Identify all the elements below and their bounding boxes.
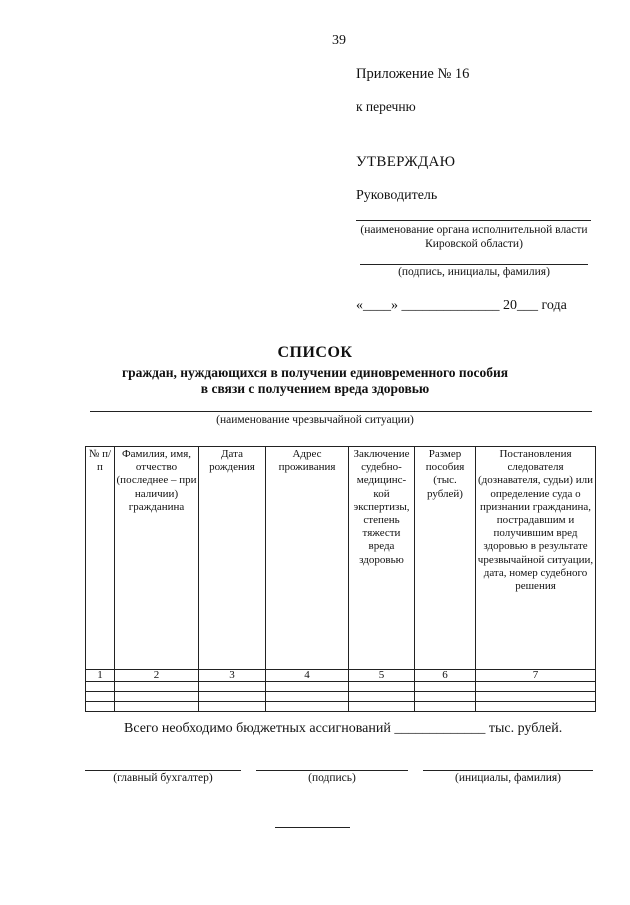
- signature-line: [360, 264, 588, 265]
- header-cell: Заключение судебно-медицинс-кой экспертизы, степень тяжести вреда здоровью: [349, 447, 415, 670]
- table-cell: [199, 682, 266, 692]
- footer-separator: [275, 827, 350, 828]
- appendix-title: Приложение № 16: [356, 66, 470, 82]
- initials-surname-caption: (инициалы, фамилия): [454, 772, 562, 784]
- document-title: СПИСОК: [277, 344, 353, 361]
- table-row: [86, 682, 596, 692]
- total-label: Всего необходимо бюджетных ассигнований: [124, 721, 391, 736]
- page-number: 39: [332, 33, 346, 48]
- approval-date-line: «____» ______________ 20___ года: [356, 298, 567, 313]
- table-cell: [86, 682, 115, 692]
- column-number: 5: [349, 670, 415, 682]
- column-number-row: [86, 670, 596, 682]
- column-number: 4: [266, 670, 349, 682]
- table-row: [86, 702, 596, 712]
- column-number: 3: [199, 670, 266, 682]
- approval-head-label: Руководитель: [356, 188, 438, 203]
- citizens-table: [85, 446, 596, 712]
- table-cell: [199, 692, 266, 702]
- header-cell: Размер пособия (тыс. рублей): [415, 447, 476, 670]
- document-subtitle-line-2: в связи с получением вреда здоровью: [200, 381, 430, 396]
- signature-caption: (подпись, инициалы, фамилия): [398, 266, 550, 278]
- table-cell: [266, 692, 349, 702]
- signature-caption-bottom: (подпись): [308, 772, 356, 784]
- table-cell: [86, 692, 115, 702]
- approval-heading: УТВЕРЖДАЮ: [356, 154, 456, 170]
- org-name-line: [356, 220, 591, 221]
- table-cell: [349, 682, 415, 692]
- table-cell: [415, 692, 476, 702]
- emergency-name-caption: (наименование чрезвычайной ситуации): [216, 414, 414, 426]
- header-cell: Адрес проживания: [266, 447, 349, 670]
- table-cell: [349, 702, 415, 712]
- column-number: 1: [86, 670, 115, 682]
- table-cell: [115, 702, 199, 712]
- table-row: [86, 692, 596, 702]
- table-cell: [266, 682, 349, 692]
- column-number: 2: [115, 670, 199, 682]
- document-subtitle-line-1: граждан, нуждающихся в получении единовременного пособия: [121, 365, 509, 380]
- table-cell: [115, 692, 199, 702]
- table-cell: [349, 692, 415, 702]
- table-cell: [476, 682, 596, 692]
- column-number: 6: [415, 670, 476, 682]
- table-cell: [476, 692, 596, 702]
- header-cell: Фамилия, имя, отчество (последнее – при наличии) гражданина: [115, 447, 199, 670]
- table-cell: [115, 682, 199, 692]
- table-cell: [86, 702, 115, 712]
- column-number: 7: [476, 670, 596, 682]
- table-cell: [199, 702, 266, 712]
- header-cell: Дата рождения: [199, 447, 266, 670]
- emergency-name-line: [90, 411, 592, 412]
- chief-accountant-caption: (главный бухгалтер): [113, 772, 213, 784]
- accountant-line: [85, 770, 241, 771]
- table-header-row: [86, 447, 596, 670]
- total-budget-line: [124, 721, 562, 737]
- table-cell: [415, 682, 476, 692]
- table-cell: [476, 702, 596, 712]
- total-unit: тыс. рублей.: [488, 721, 563, 736]
- table-cell: [415, 702, 476, 712]
- signature-line-bottom: [256, 770, 408, 771]
- appendix-subtitle: к перечню: [356, 99, 416, 114]
- header-cell: Постановления следователя (дознавателя, судьи) или определение суда о признании гражданина, пострадавшим и получившим вред здоровью в результате чрезвычайной ситуации, дата, номер судебного решения: [476, 447, 596, 670]
- org-name-caption: (наименование органа исполнительной власти Кировской области): [360, 224, 588, 250]
- total-blank: _____________: [394, 721, 486, 736]
- header-cell: № п/п: [86, 447, 115, 670]
- name-line: [423, 770, 593, 771]
- table-cell: [266, 702, 349, 712]
